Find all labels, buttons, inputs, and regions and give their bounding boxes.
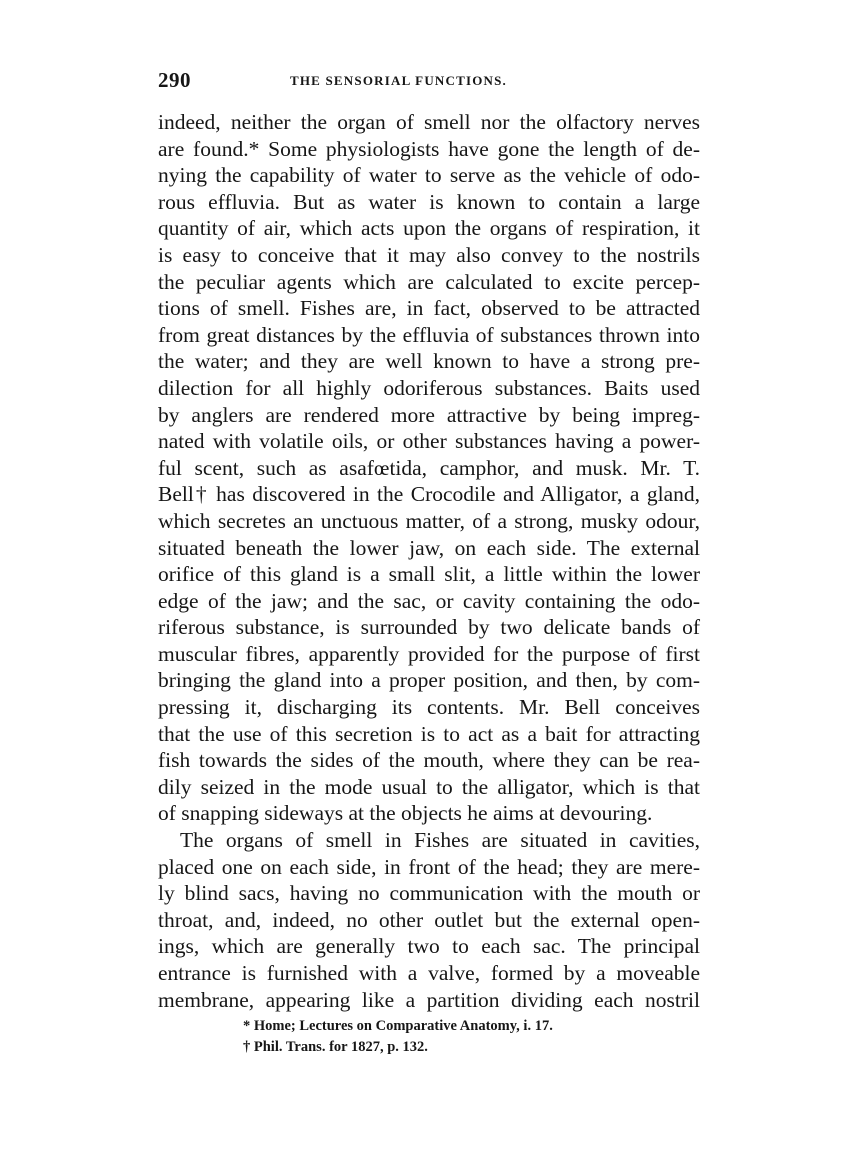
text-line: muscular fibres, apparently provided for the purpose of first (158, 641, 700, 666)
text-line: dilection for all highly odoriferous substances. Baits used (158, 375, 700, 400)
footnote: † Phil. Trans. for 1827, p. 132. (243, 1039, 428, 1055)
text-line: dily seized in the mode usual to the alligator, which is that (158, 774, 700, 799)
text-line: ful scent, such as asafœtida, camphor, and musk. Mr. T. (158, 455, 700, 480)
text-line: that the use of this secretion is to act as a bait for attracting (158, 721, 700, 746)
text-line: bringing the gland into a proper position, and then, by com- (158, 668, 700, 693)
running-head: THE SENSORIAL FUNCTIONS. (290, 73, 507, 88)
text-line: ings, which are generally two to each sac. The principal (158, 934, 700, 959)
text-line: the peculiar agents which are calculated to excite percep- (158, 269, 700, 294)
footnotes (243, 1016, 663, 1058)
text-line: ly blind sacs, having no communication with the mouth or (158, 881, 700, 906)
text-line: nying the capability of water to serve as the vehicle of odo- (158, 163, 700, 188)
text-line: The organs of smell in Fishes are situated in cavities, (180, 828, 700, 853)
text-line: of snapping sideways at the objects he aims at devouring. (158, 801, 653, 826)
text-line: quantity of air, which acts upon the organs of respiration, it (158, 216, 700, 241)
body-text (158, 109, 700, 1013)
page-header (158, 68, 700, 92)
text-line: orifice of this gland is a small slit, a little within the lower (158, 562, 700, 587)
text-line: rous effluvia. But as water is known to contain a large (158, 189, 700, 214)
text-line: is easy to conceive that it may also convey to the nostrils (158, 242, 700, 267)
text-line: riferous substance, is surrounded by two delicate bands of (158, 615, 700, 640)
text-line: nated with volatile oils, or other substances having a power- (158, 429, 700, 454)
text-line: indeed, neither the organ of smell nor the olfactory nerves (158, 110, 700, 134)
page-number: 290 (158, 68, 191, 92)
text-line: edge of the jaw; and the sac, or cavity containing the odo- (158, 588, 700, 613)
text-line: tions of smell. Fishes are, in fact, observed to be attracted (158, 296, 700, 321)
text-line: entrance is furnished with a valve, formed by a moveable (158, 961, 700, 985)
text-line: by anglers are rendered more attractive by being impreg- (158, 402, 700, 427)
text-line: are found.* Some physiologists have gone the length of de- (158, 136, 700, 161)
text-line: from great distances by the effluvia of substances thrown into (158, 322, 700, 347)
text-line: Bell† has discovered in the Crocodile and Alligator, a gland, (158, 482, 700, 507)
text-line: pressing it, discharging its contents. Mr. Bell conceives (158, 695, 700, 720)
text-line: membrane, appearing like a partition dividing each nostril (158, 987, 700, 1012)
text-line: placed one on each side, in front of the head; they are mere- (158, 854, 700, 879)
text-line: throat, and, indeed, no other outlet but the external open- (158, 907, 700, 932)
text-line: the water; and they are well known to have a strong pre- (158, 349, 700, 374)
footnote: * Home; Lectures on Comparative Anatomy, i. 17. (243, 1018, 553, 1034)
text-line: fish towards the sides of the mouth, where they can be rea- (158, 748, 700, 773)
text-line: which secretes an unctuous matter, of a strong, musky odour, (158, 508, 700, 533)
text-line: situated beneath the lower jaw, on each side. The external (158, 535, 700, 560)
